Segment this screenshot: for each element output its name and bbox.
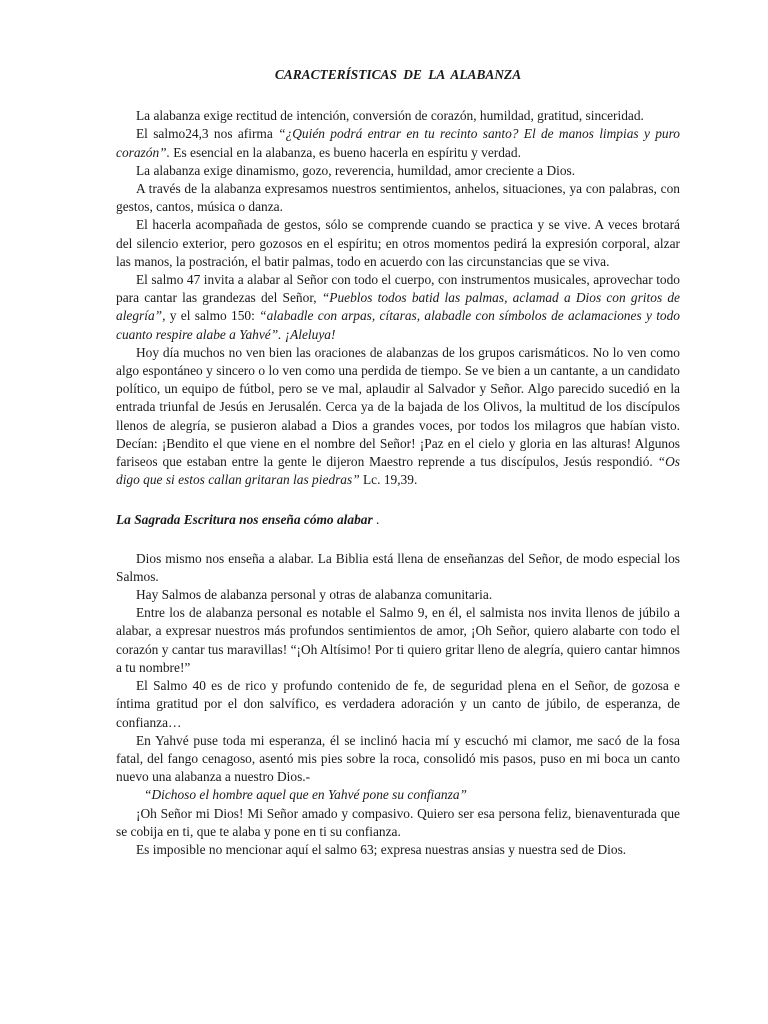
section-heading xyxy=(116,511,680,529)
paragraph-11: El Salmo 40 es de rico y profundo contenido de fe, de seguridad plena en el Señor, de gozosa e íntima gratitud por el don salvífico, es verdadera adoración y un canto de júbilo, de esperanza, de confianza… xyxy=(116,678,680,730)
paragraph-1: La alabanza exige rectitud de intención, conversión de corazón, humildad, gratitud, sinceridad. xyxy=(136,108,644,124)
paragraph-6-text-b: y el salmo 150: xyxy=(165,308,260,324)
paragraph-7-text-a: Hoy día muchos no ven bien las oraciones de alabanzas de los grupos carismáticos. No lo ven como algo espontáneo y sincero o lo ven como una perdida de tiempo. Se ve bien a un cantante, a un candidato político, un equipo de fútbol, pero se ve mal, aplaudir al Salvador y Señor. Algo parecido sucedió en la entrada triunfal de Jesús en Jerusalén. Cerca ya de la bajada de los Olivos, la multitud de los discípulos llenos de alegría, se pusieron alabad a Dios a grandes voces, por todos los milagros que habían visto. Decían: ¡Bendito el que viene en el nombre del Señor! ¡Paz en el cielo y gloria en las alturas! Algunos fariseos que estaban entre la gente le dijeron Maestro reprende a tus discípulos, Jesús respondió. xyxy=(116,344,680,470)
paragraph-7 xyxy=(116,344,680,490)
paragraph-6 xyxy=(116,271,680,344)
paragraph-9: Hay Salmos de alabanza personal y otras de alabanza comunitaria. xyxy=(136,587,493,603)
luke-quote: “Os digo que si estos callan gritaran las piedras” xyxy=(116,454,680,488)
section-heading-text: La Sagrada Escritura nos enseña cómo alabar xyxy=(116,512,373,528)
psalm-150-quote: “alabadle con arpas, cítaras, alabadle con símbolos de aclamaciones y todo cuanto respire alabe a Yahvé”. ¡Aleluya! xyxy=(116,308,681,342)
centered-quote: “Dichoso el hombre aquel que en Yahvé pone su confianza” xyxy=(144,787,467,803)
paragraph-2-text-b: Es esencial en la alabanza, es bueno hacerla en espíritu y verdad. xyxy=(169,144,521,160)
paragraph-12: En Yahvé puse toda mi esperanza, él se inclinó hacia mí y escuchó mi clamor, me sacó de la fosa fatal, del fango cenagoso, asentó mis pies sobre la roca, consolidó mis pasos, puso en mi boca un canto nuevo una alabanza a nuestro Dios.- xyxy=(116,732,680,785)
psalm-47-quote: “Pueblos todos batid las palmas, aclamad a Dios con gritos de alegría”, xyxy=(116,290,681,324)
section-heading-dot: . xyxy=(372,512,380,528)
paragraph-2 xyxy=(116,125,680,161)
paragraph-8: Dios mismo nos enseña a alabar. La Biblia está llena de enseñanzas del Señor, de modo especial los Salmos. xyxy=(116,550,680,584)
paragraph-6-text-a: El salmo 47 invita a alabar al Señor con todo el cuerpo, con instrumentos musicales, aprovechar todo para cantar las grandezas del Señor, xyxy=(116,272,680,306)
paragraph-14: Es imposible no mencionar aquí el salmo 63; expresa nuestras ansias y nuestra sed de Dios. xyxy=(136,841,627,857)
paragraph-3: La alabanza exige dinamismo, gozo, reverencia, humildad, amor creciente a Dios. xyxy=(136,162,576,178)
paragraph-4: A través de la alabanza expresamos nuestros sentimientos, anhelos, situaciones, ya con palabras, con gestos, cantos, música o danza. xyxy=(116,181,680,215)
paragraph-2-text-a: El salmo24,3 nos afirma xyxy=(136,126,279,142)
paragraph-5: El hacerla acompañada de gestos, sólo se comprende cuando se practica y se vive. A veces brotará del silencio exterior, pero gozosos en el espíritu; en otros momentos pedirá la expresión corporal, alzar las manos, la postración, el batir palmas, todo en acuerdo con las circunstancias que se viva. xyxy=(116,217,680,269)
paragraph-13: ¡Oh Señor mi Dios! Mi Señor amado y compasivo. Quiero ser esa persona feliz, bienaventurada que se cobija en ti, que te alaba y pone en ti su confianza. xyxy=(116,805,680,839)
paragraph-10: Entre los de alabanza personal es notable el Salmo 9, en él, el salmista nos invita llenos de júbilo a alabar, a expresar nuestros más profundos sentimientos de amor, ¡Oh Señor, quiero alabarte con todo el corazón y cantar tus maravillas! “¡Oh Altísimo! Por ti quiero gritar lleno de alegría, quiero cantar himnos a tu nombre!” xyxy=(116,605,680,675)
document-title: CARACTERÍSTICAS DE LA ALABANZA xyxy=(274,67,522,82)
psalm-24-quote: “¿Quién podrá entrar en tu recinto santo? El de manos limpias y puro corazón”. xyxy=(116,126,680,160)
paragraph-7-text-b: Lc. 19,39. xyxy=(359,472,418,488)
